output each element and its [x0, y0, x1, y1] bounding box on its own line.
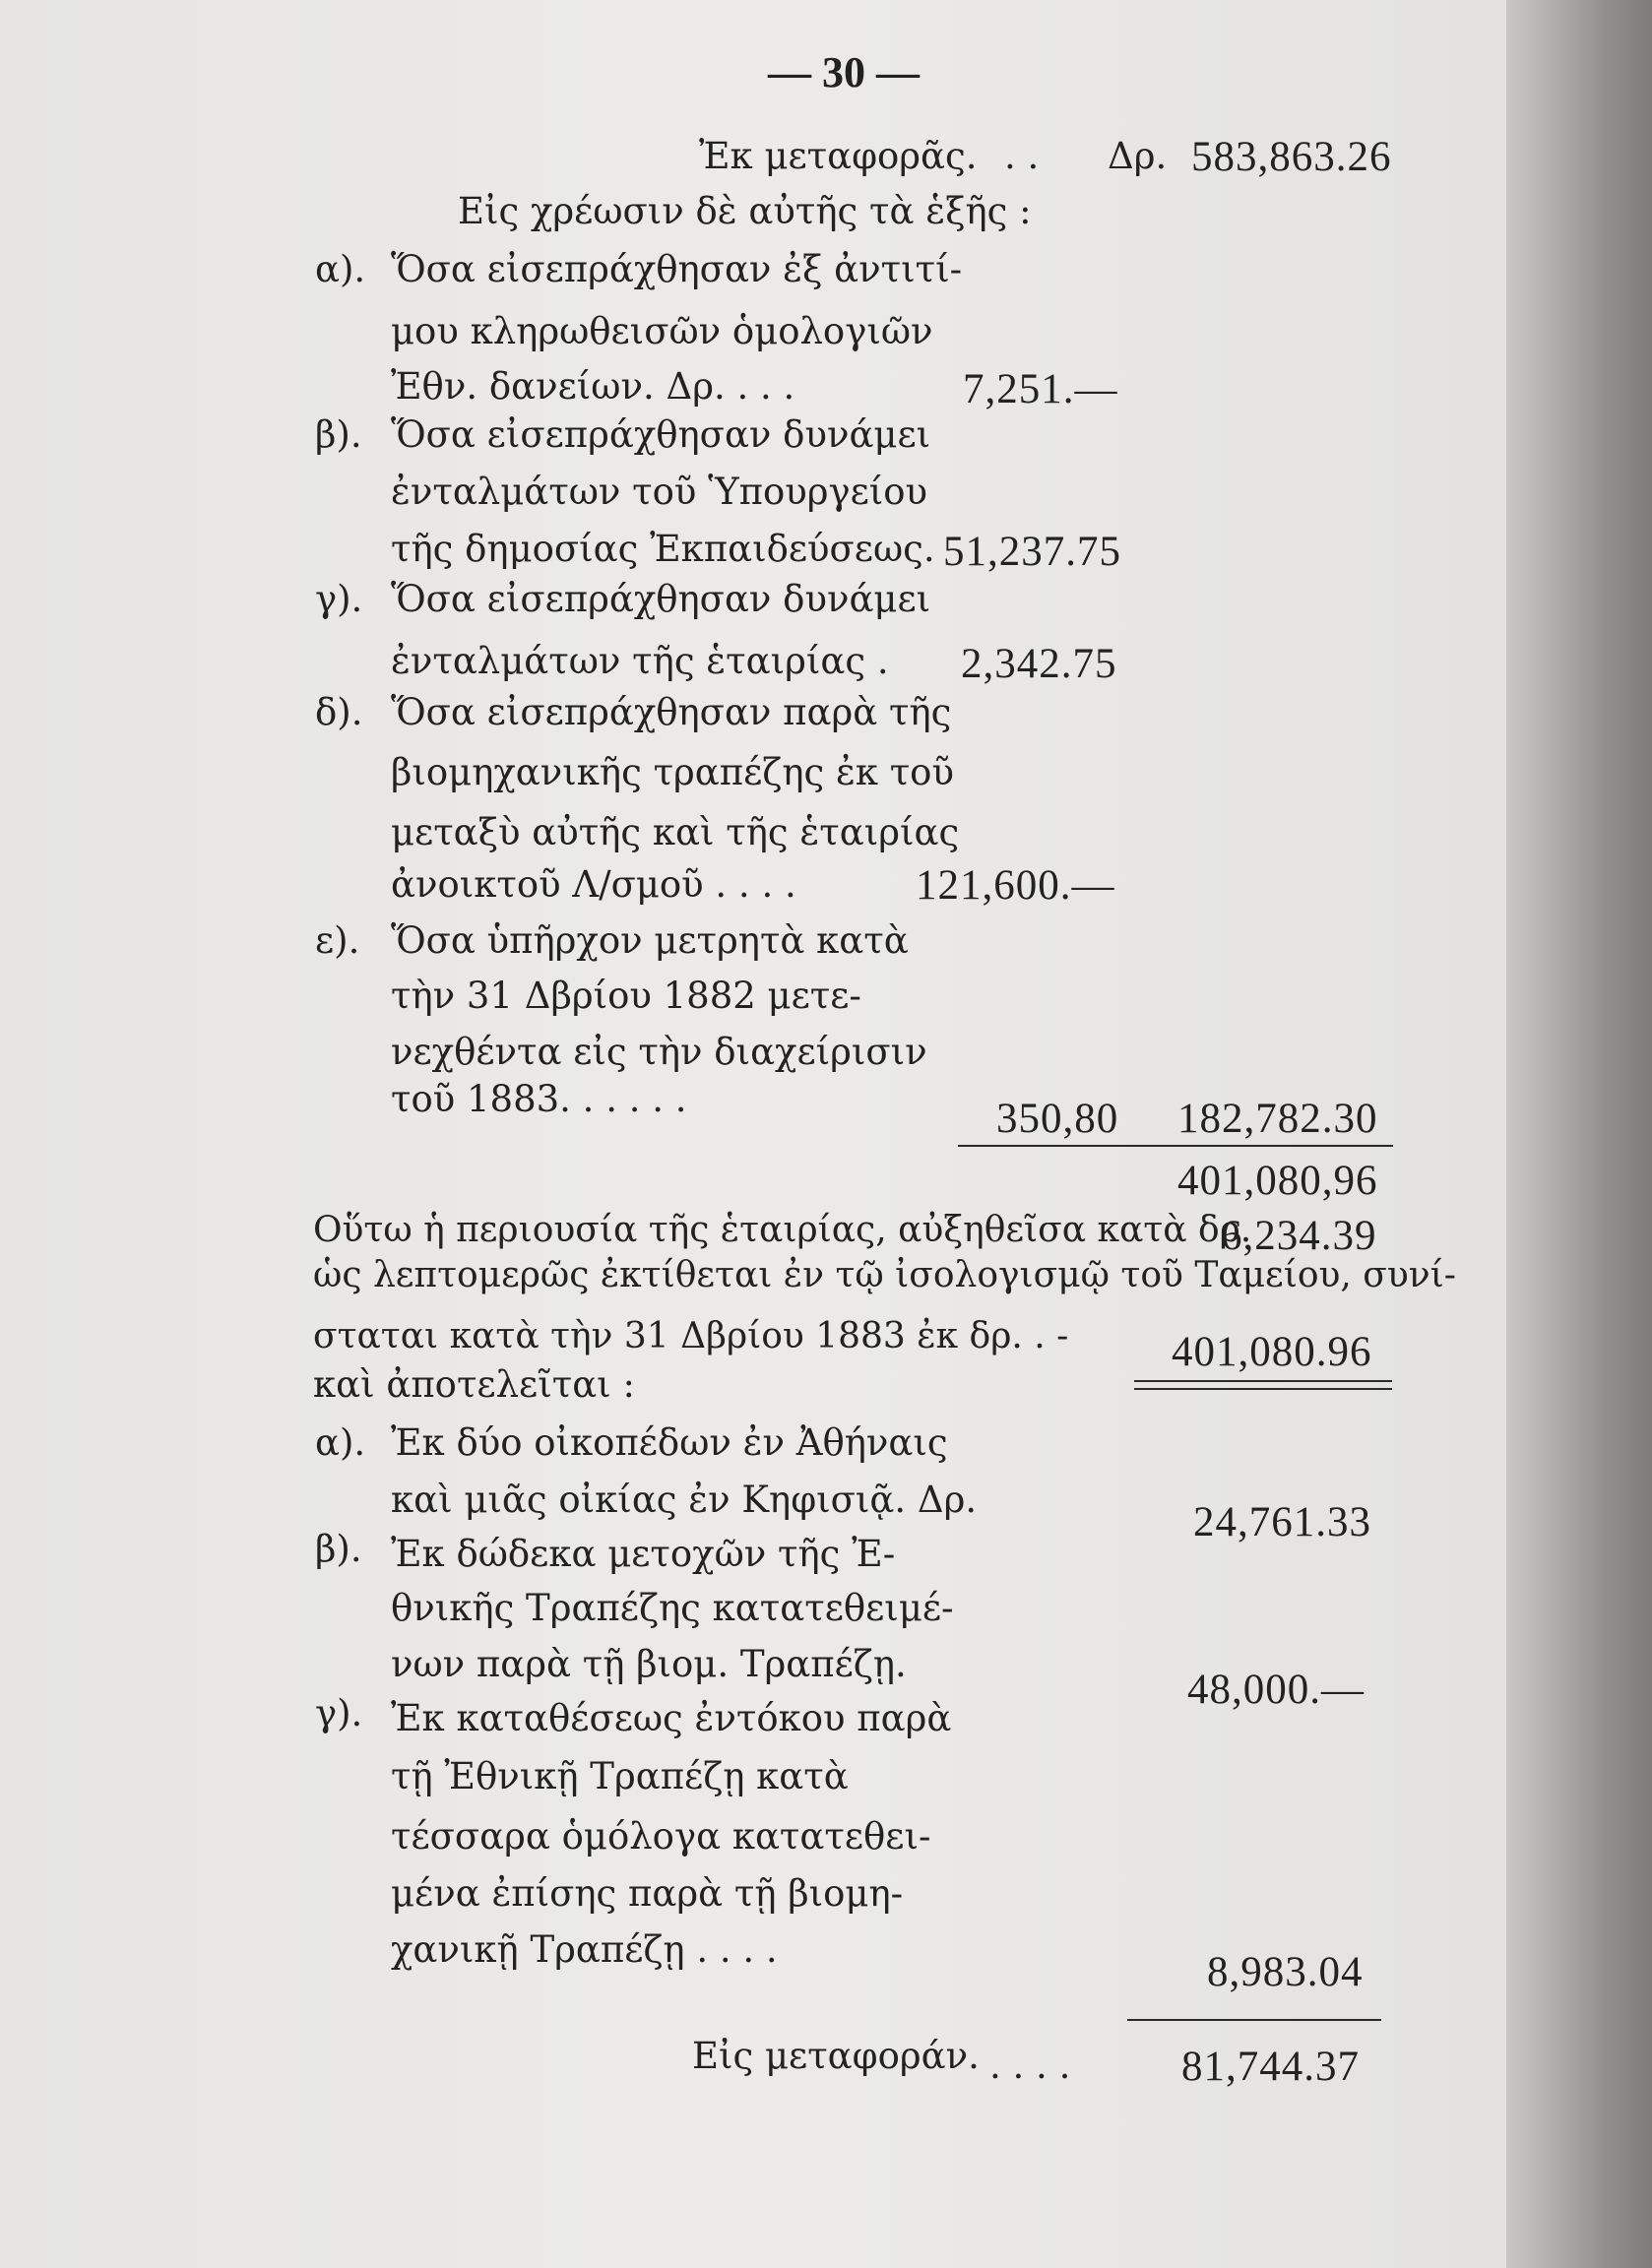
- debit-item-d-line-4: ἀνοικτοῦ Λ/σμοῦ . . . .: [391, 863, 796, 906]
- debit-item-e-amount: 350,80: [996, 1096, 1119, 1142]
- asset-item-b-line-2: θνικῆς Τραπέζης κατατεθειμέ-: [391, 1587, 954, 1629]
- debit-item-e-line-3: νεχθέντα εἰς τὴν διαχείρισιν: [391, 1031, 927, 1073]
- debit-item-e-marker: ε).: [315, 919, 360, 962]
- debit-item-b-amount: 51,237.75: [943, 529, 1121, 575]
- summary-line-3: σταται κατὰ τὴν 31 Δβρίου 1883 ἐκ δρ. . -: [313, 1316, 1069, 1356]
- debit-item-c-line-1: Ὅσα εἰσεπράχθησαν δυνάμει: [391, 578, 931, 620]
- page-number: — 30 —: [768, 48, 920, 96]
- balance-amount: 401,080,96: [1177, 1158, 1378, 1204]
- debit-item-b-line-2: ἐνταλμάτων τοῦ Ὑπουργείου: [391, 471, 928, 513]
- debit-item-e-line-1: Ὅσα ὑπῆρχον μετρητὰ κατὰ: [391, 919, 909, 962]
- book-spine-shadow: [1506, 0, 1652, 2268]
- asset-item-c-marker: γ).: [315, 1692, 363, 1734]
- debit-item-d-line-3: μεταξὺ αὐτῆς καὶ τῆς ἑταιρίας: [391, 811, 960, 853]
- debit-item-b-line-3: τῆς δημοσίας Ἐκπαιδεύσεως.: [391, 528, 935, 570]
- debit-item-a-line-1: Ὅσα εἰσεπράχθησαν ἐξ ἀντιτί-: [391, 248, 963, 290]
- asset-item-c-line-1: Ἐκ καταθέσεως ἐντόκου παρὰ: [391, 1697, 952, 1739]
- debit-item-d-line-2: βιομηχανικῆς τραπέζης ἐκ τοῦ: [391, 751, 954, 793]
- asset-item-a-marker: α).: [315, 1421, 366, 1464]
- asset-item-a-line-2: καὶ μιᾶς οἰκίας ἐν Κηφισιᾷ. Δρ.: [391, 1479, 978, 1521]
- asset-item-c-amount: 8,983.04: [1207, 1949, 1364, 1995]
- debit-intro: Εἰς χρέωσιν δὲ αὐτῆς τὰ ἑξῆς :: [458, 190, 1032, 232]
- carried-forward-label: Ἐκ μεταφορᾶς.: [699, 135, 978, 177]
- debit-item-c-marker: γ).: [315, 578, 363, 620]
- debit-item-e-line-4: τοῦ 1883. . . . . .: [391, 1078, 687, 1120]
- subtotal-rule: [958, 1145, 1393, 1147]
- asset-item-a-line-1: Ἐκ δύο οἰκοπέδων ἐν Ἀθήναις: [391, 1421, 948, 1464]
- debit-item-c-line-2: ἐνταλμάτων τῆς ἑταιρίας .: [391, 640, 889, 682]
- debit-item-c-amount: 2,342.75: [961, 641, 1117, 687]
- carry-over-amount: 81,744.37: [1181, 2044, 1360, 2090]
- carry-over-dots: . . . .: [989, 2045, 1071, 2087]
- asset-item-c-line-3: τέσσαρα ὁμόλογα κατατεθει-: [391, 1815, 931, 1858]
- carry-over-label: Εἰς μεταφοράν.: [692, 2035, 980, 2077]
- carry-over-rule: [1127, 2019, 1381, 2021]
- debit-item-a-marker: α).: [315, 248, 366, 290]
- debit-total-amount: 182,782.30: [1177, 1096, 1378, 1142]
- debit-item-d-amount: 121,600.—: [916, 862, 1115, 909]
- debit-item-b-line-1: Ὅσα εἰσεπράχθησαν δυνάμει: [391, 413, 931, 456]
- debit-item-a-amount: 7,251.—: [963, 366, 1118, 412]
- asset-item-a-amount: 24,761.33: [1193, 1499, 1371, 1545]
- debit-item-a-line-2: μου κληρωθεισῶν ὁμολογιῶν: [391, 310, 933, 352]
- debit-item-d-line-1: Ὅσα εἰσεπράχθησαν παρὰ τῆς: [391, 691, 952, 733]
- asset-item-b-line-1: Ἐκ δώδεκα μετοχῶν τῆς Ἐ-: [391, 1533, 896, 1575]
- total-assets-amount: 401,080.96: [1172, 1329, 1372, 1375]
- debit-item-a-line-3: Ἐθν. δανείων. Δρ. . . .: [391, 365, 795, 408]
- composition-intro: καὶ ἀποτελεῖται :: [313, 1363, 635, 1406]
- asset-item-b-marker: β).: [315, 1528, 362, 1570]
- asset-item-c-line-4: μένα ἐπίσης παρὰ τῇ βιομη-: [391, 1872, 904, 1915]
- total-underline-2: [1134, 1388, 1392, 1390]
- asset-item-c-line-5: χανικῇ Τραπέζῃ . . . .: [391, 1928, 778, 1971]
- asset-item-b-amount: 48,000.—: [1187, 1667, 1365, 1713]
- carried-forward-currency: Δρ.: [1108, 135, 1168, 177]
- debit-item-e-line-2: τὴν 31 Δβρίου 1882 μετε-: [391, 975, 861, 1017]
- carried-forward-dots: . .: [1004, 135, 1040, 177]
- debit-item-b-marker: β).: [315, 413, 362, 456]
- summary-line-2: ὡς λεπτομερῶς ἐκτίθεται ἐν τῷ ἰσολογισμῷ τοῦ Ταμείου, συνί-: [313, 1255, 1456, 1295]
- total-underline-1: [1134, 1380, 1392, 1382]
- asset-item-c-line-2: τῇ Ἐθνικῇ Τραπέζῃ κατὰ: [391, 1755, 849, 1797]
- increase-amount: 6,234.39: [1221, 1213, 1377, 1259]
- summary-line-1: Οὕτω ἡ περιουσία τῆς ἑταιρίας, αὐξηθεῖσα κατὰ δρ.: [313, 1210, 1252, 1250]
- asset-item-b-line-3: νων παρὰ τῇ βιομ. Τραπέζῃ.: [391, 1643, 907, 1685]
- carried-forward-amount: 583,863.26: [1191, 134, 1392, 180]
- debit-item-d-marker: δ).: [315, 691, 363, 733]
